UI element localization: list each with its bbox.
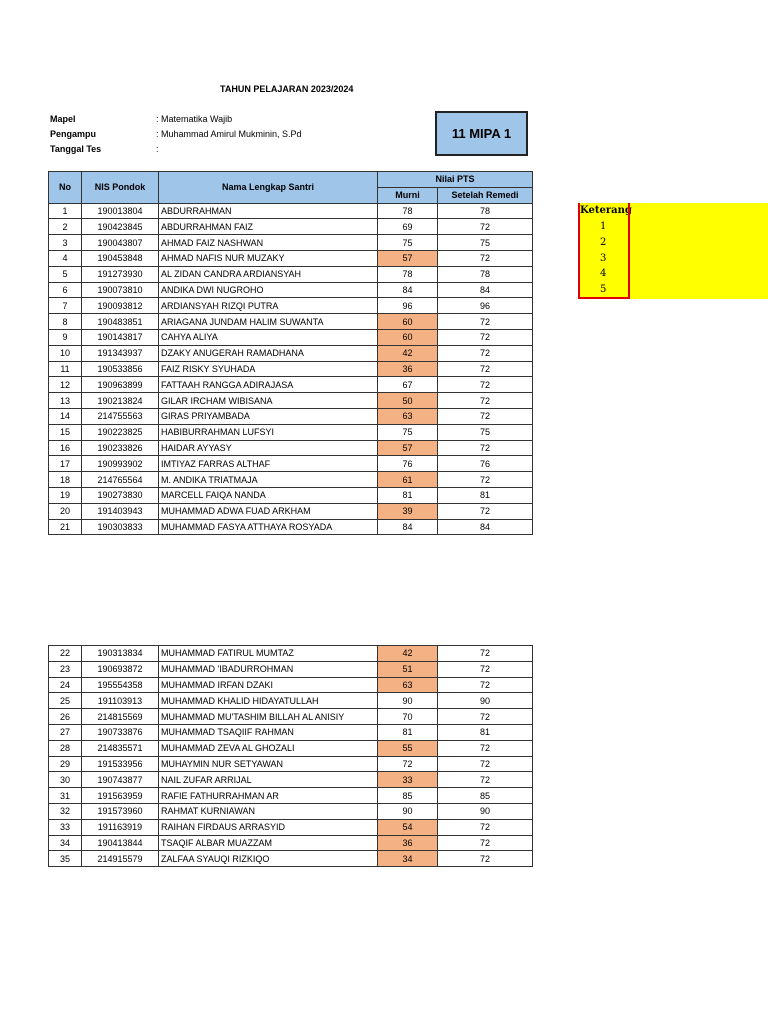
row-name: CAHYA ALIYA [159,329,378,345]
row-remedi: 72 [438,408,533,424]
row-nis: 190743877 [82,772,159,788]
table-row [49,740,533,756]
row-name: MUHAMMAD TSAQIIF RAHMAN [159,724,378,740]
row-name: NAIL ZUFAR ARRIJAL [159,772,378,788]
row-name: ARIAGANA JUNDAM HALIM SUWANTA [159,314,378,330]
table-row [49,724,533,740]
table-row [49,756,533,772]
row-nis: 191103913 [82,693,159,709]
row-murni: 75 [378,235,438,251]
row-nis: 190693872 [82,661,159,677]
row-remedi: 72 [438,314,533,330]
row-murni: 84 [378,282,438,298]
row-name: MUHAMMAD ADWA FUAD ARKHAM [159,503,378,519]
row-murni: 55 [378,740,438,756]
col-header-nilai: Nilai PTS [378,172,533,188]
row-nis: 191563959 [82,788,159,804]
row-remedi: 72 [438,819,533,835]
row-nis: 191573960 [82,803,159,819]
row-name: FATTAAH RANGGA ADIRAJASA [159,377,378,393]
col-header-murni: Murni [378,187,438,203]
table-row [49,803,533,819]
row-name: ANDIKA DWI NUGROHO [159,282,378,298]
row-remedi: 72 [438,661,533,677]
row-name: HABIBURRAHMAN LUFSYI [159,424,378,440]
row-name: IMTIYAZ FARRAS ALTHAF [159,456,378,472]
row-nis: 214815569 [82,709,159,725]
table-row [49,345,533,361]
row-remedi: 72 [438,361,533,377]
col-header-remedi: Setelah Remedi [438,187,533,203]
row-nis: 214915579 [82,851,159,867]
row-name: GILAR IRCHAM WIBISANA [159,393,378,409]
table-row [49,835,533,851]
table-row [49,393,533,409]
row-no: 10 [49,345,82,361]
tanggal-value: : [156,144,159,154]
row-nis: 191273930 [82,266,159,282]
row-nis: 190483851 [82,314,159,330]
row-murni: 84 [378,519,438,535]
row-no: 6 [49,282,82,298]
row-nis: 190453848 [82,250,159,266]
row-name: MUHAMMAD 'IBADURROHMAN [159,661,378,677]
row-remedi: 72 [438,393,533,409]
row-name: MUHAMMAD FASYA ATTHAYA ROSYADA [159,519,378,535]
row-murni: 36 [378,835,438,851]
row-remedi: 72 [438,377,533,393]
row-remedi: 72 [438,709,533,725]
row-murni: 63 [378,408,438,424]
row-murni: 96 [378,298,438,314]
row-remedi: 90 [438,803,533,819]
row-murni: 42 [378,345,438,361]
row-remedi: 72 [438,772,533,788]
table-row [49,424,533,440]
row-nis: 191163919 [82,819,159,835]
row-murni: 57 [378,440,438,456]
row-remedi: 72 [438,440,533,456]
row-no: 16 [49,440,82,456]
row-no: 32 [49,803,82,819]
row-remedi: 72 [438,740,533,756]
row-murni: 70 [378,709,438,725]
row-name: AHMAD NAFIS NUR MUZAKY [159,250,378,266]
row-name: MARCELL FAIQA NANDA [159,487,378,503]
table-row [49,472,533,488]
row-remedi: 72 [438,677,533,693]
row-remedi: 72 [438,219,533,235]
row-remedi: 72 [438,646,533,662]
row-no: 31 [49,788,82,804]
table-row [49,250,533,266]
table-row [49,519,533,535]
row-no: 13 [49,393,82,409]
row-murni: 42 [378,646,438,662]
table-row [49,503,533,519]
row-murni: 81 [378,724,438,740]
row-murni: 39 [378,503,438,519]
row-nis: 214765564 [82,472,159,488]
row-nis: 190013804 [82,203,159,219]
row-name: MUHAMMAD ZEVA AL GHOZALI [159,740,378,756]
table-row [49,709,533,725]
row-remedi: 72 [438,329,533,345]
row-remedi: 81 [438,724,533,740]
row-murni: 67 [378,377,438,393]
pengampu-label: Pengampu [50,129,97,139]
table-row [49,788,533,804]
row-name: MUHAMMAD FATIRUL MUMTAZ [159,646,378,662]
row-name: MUHAMMAD IRFAN DZAKI [159,677,378,693]
keterangan-border [578,203,630,299]
table-row [49,677,533,693]
row-murni: 61 [378,472,438,488]
row-murni: 34 [378,851,438,867]
row-no: 4 [49,250,82,266]
row-no: 7 [49,298,82,314]
row-remedi: 75 [438,235,533,251]
col-header-name: Nama Lengkap Santri [159,172,378,204]
table-row [49,772,533,788]
table-row [49,329,533,345]
row-murni: 57 [378,250,438,266]
row-remedi: 78 [438,266,533,282]
row-nis: 190273830 [82,487,159,503]
row-murni: 75 [378,424,438,440]
row-no: 12 [49,377,82,393]
row-name: FAIZ RISKY SYUHADA [159,361,378,377]
row-name: M. ANDIKA TRIATMAJA [159,472,378,488]
table-row [49,440,533,456]
row-name: HAIDAR AYYASY [159,440,378,456]
row-murni: 33 [378,772,438,788]
keterangan-item: 1 [600,221,607,232]
row-name: AL ZIDAN CANDRA ARDIANSYAH [159,266,378,282]
row-name: TSAQIF ALBAR MUAZZAM [159,835,378,851]
row-no: 2 [49,219,82,235]
row-remedi: 72 [438,756,533,772]
row-murni: 36 [378,361,438,377]
table-row [49,282,533,298]
row-murni: 81 [378,487,438,503]
row-murni: 60 [378,329,438,345]
row-remedi: 78 [438,203,533,219]
table-row [49,819,533,835]
row-no: 27 [49,724,82,740]
row-no: 34 [49,835,82,851]
row-nis: 191403943 [82,503,159,519]
row-murni: 63 [378,677,438,693]
row-name: DZAKY ANUGERAH RAMADHANA [159,345,378,361]
row-nis: 190413844 [82,835,159,851]
row-remedi: 72 [438,851,533,867]
row-remedi: 72 [438,472,533,488]
row-no: 26 [49,709,82,725]
row-nis: 190993902 [82,456,159,472]
col-header-no: No [49,172,82,204]
row-no: 22 [49,646,82,662]
row-no: 15 [49,424,82,440]
mapel-value: : Matematika Wajib [156,114,233,124]
row-remedi: 84 [438,519,533,535]
table-row [49,203,533,219]
keterangan-item: 2 [600,237,607,248]
pengampu-value: : Muhammad Amirul Mukminin, S.Pd [156,129,302,139]
row-nis: 190313834 [82,646,159,662]
row-no: 17 [49,456,82,472]
row-murni: 50 [378,393,438,409]
row-murni: 72 [378,756,438,772]
table-row [49,661,533,677]
row-name: RAFIE FATHURRAHMAN AR [159,788,378,804]
row-nis: 190733876 [82,724,159,740]
row-no: 20 [49,503,82,519]
keterangan-item: 3 [600,253,607,264]
row-nis: 190963899 [82,377,159,393]
row-name: GIRAS PRIYAMBADA [159,408,378,424]
keterangan-item: 5 [600,284,607,295]
row-no: 1 [49,203,82,219]
row-remedi: 72 [438,835,533,851]
page-title: TAHUN PELAJARAN 2023/2024 [220,84,354,94]
row-remedi: 72 [438,503,533,519]
table-row [49,851,533,867]
row-name: RAHMAT KURNIAWAN [159,803,378,819]
table-row [49,487,533,503]
row-remedi: 72 [438,345,533,361]
row-remedi: 81 [438,487,533,503]
row-murni: 90 [378,693,438,709]
row-no: 8 [49,314,82,330]
row-no: 3 [49,235,82,251]
row-remedi: 96 [438,298,533,314]
row-remedi: 84 [438,282,533,298]
keterangan-label: Keterang [580,205,632,216]
row-name: ARDIANSYAH RIZQI PUTRA [159,298,378,314]
row-name: RAIHAN FIRDAUS ARRASYID [159,819,378,835]
table-row [49,408,533,424]
row-nis: 190303833 [82,519,159,535]
row-nis: 190423845 [82,219,159,235]
row-nis: 190233826 [82,440,159,456]
row-murni: 78 [378,203,438,219]
row-no: 9 [49,329,82,345]
row-murni: 78 [378,266,438,282]
table-row [49,377,533,393]
row-name: MUHAYMIN NUR SETYAWAN [159,756,378,772]
row-no: 33 [49,819,82,835]
row-name: ZALFAA SYAUQI RIZKIQO [159,851,378,867]
row-remedi: 85 [438,788,533,804]
tanggal-label: Tanggal Tes [50,144,102,154]
row-no: 25 [49,693,82,709]
row-name: AHMAD FAIZ NASHWAN [159,235,378,251]
row-nis: 190073810 [82,282,159,298]
row-no: 28 [49,740,82,756]
row-remedi: 72 [438,250,533,266]
row-remedi: 90 [438,693,533,709]
table-row [49,361,533,377]
row-nis: 190093812 [82,298,159,314]
row-nis: 190043807 [82,235,159,251]
row-no: 29 [49,756,82,772]
table-row [49,456,533,472]
row-no: 23 [49,661,82,677]
table-row [49,314,533,330]
row-name: MUHAMMAD KHALID HIDAYATULLAH [159,693,378,709]
row-name: ABDURRAHMAN FAIZ [159,219,378,235]
row-murni: 54 [378,819,438,835]
row-no: 24 [49,677,82,693]
row-no: 18 [49,472,82,488]
keterangan-item: 4 [600,268,607,279]
row-no: 19 [49,487,82,503]
mapel-label: Mapel [50,114,76,124]
row-murni: 69 [378,219,438,235]
row-nis: 190143817 [82,329,159,345]
grades-table-part1 [48,171,533,535]
row-murni: 90 [378,803,438,819]
grades-table-part2 [48,645,533,867]
table-row [49,266,533,282]
table-row [49,235,533,251]
row-murni: 76 [378,456,438,472]
col-header-nis: NIS Pondok [82,172,159,204]
class-name-box: 11 MIPA 1 [435,111,528,156]
row-nis: 190223825 [82,424,159,440]
row-no: 30 [49,772,82,788]
row-name: ABDURRAHMAN [159,203,378,219]
row-nis: 214755563 [82,408,159,424]
table-row [49,693,533,709]
row-nis: 191533956 [82,756,159,772]
row-remedi: 76 [438,456,533,472]
table-row [49,298,533,314]
row-no: 35 [49,851,82,867]
row-nis: 190213824 [82,393,159,409]
row-name: MUHAMMAD MU'TASHIM BILLAH AL ANISIY [159,709,378,725]
table-row [49,219,533,235]
row-no: 11 [49,361,82,377]
row-nis: 195554358 [82,677,159,693]
row-murni: 51 [378,661,438,677]
row-nis: 190533856 [82,361,159,377]
row-no: 5 [49,266,82,282]
row-murni: 60 [378,314,438,330]
row-nis: 191343937 [82,345,159,361]
table-row [49,646,533,662]
row-murni: 85 [378,788,438,804]
row-remedi: 75 [438,424,533,440]
row-nis: 214835571 [82,740,159,756]
row-no: 21 [49,519,82,535]
row-no: 14 [49,408,82,424]
